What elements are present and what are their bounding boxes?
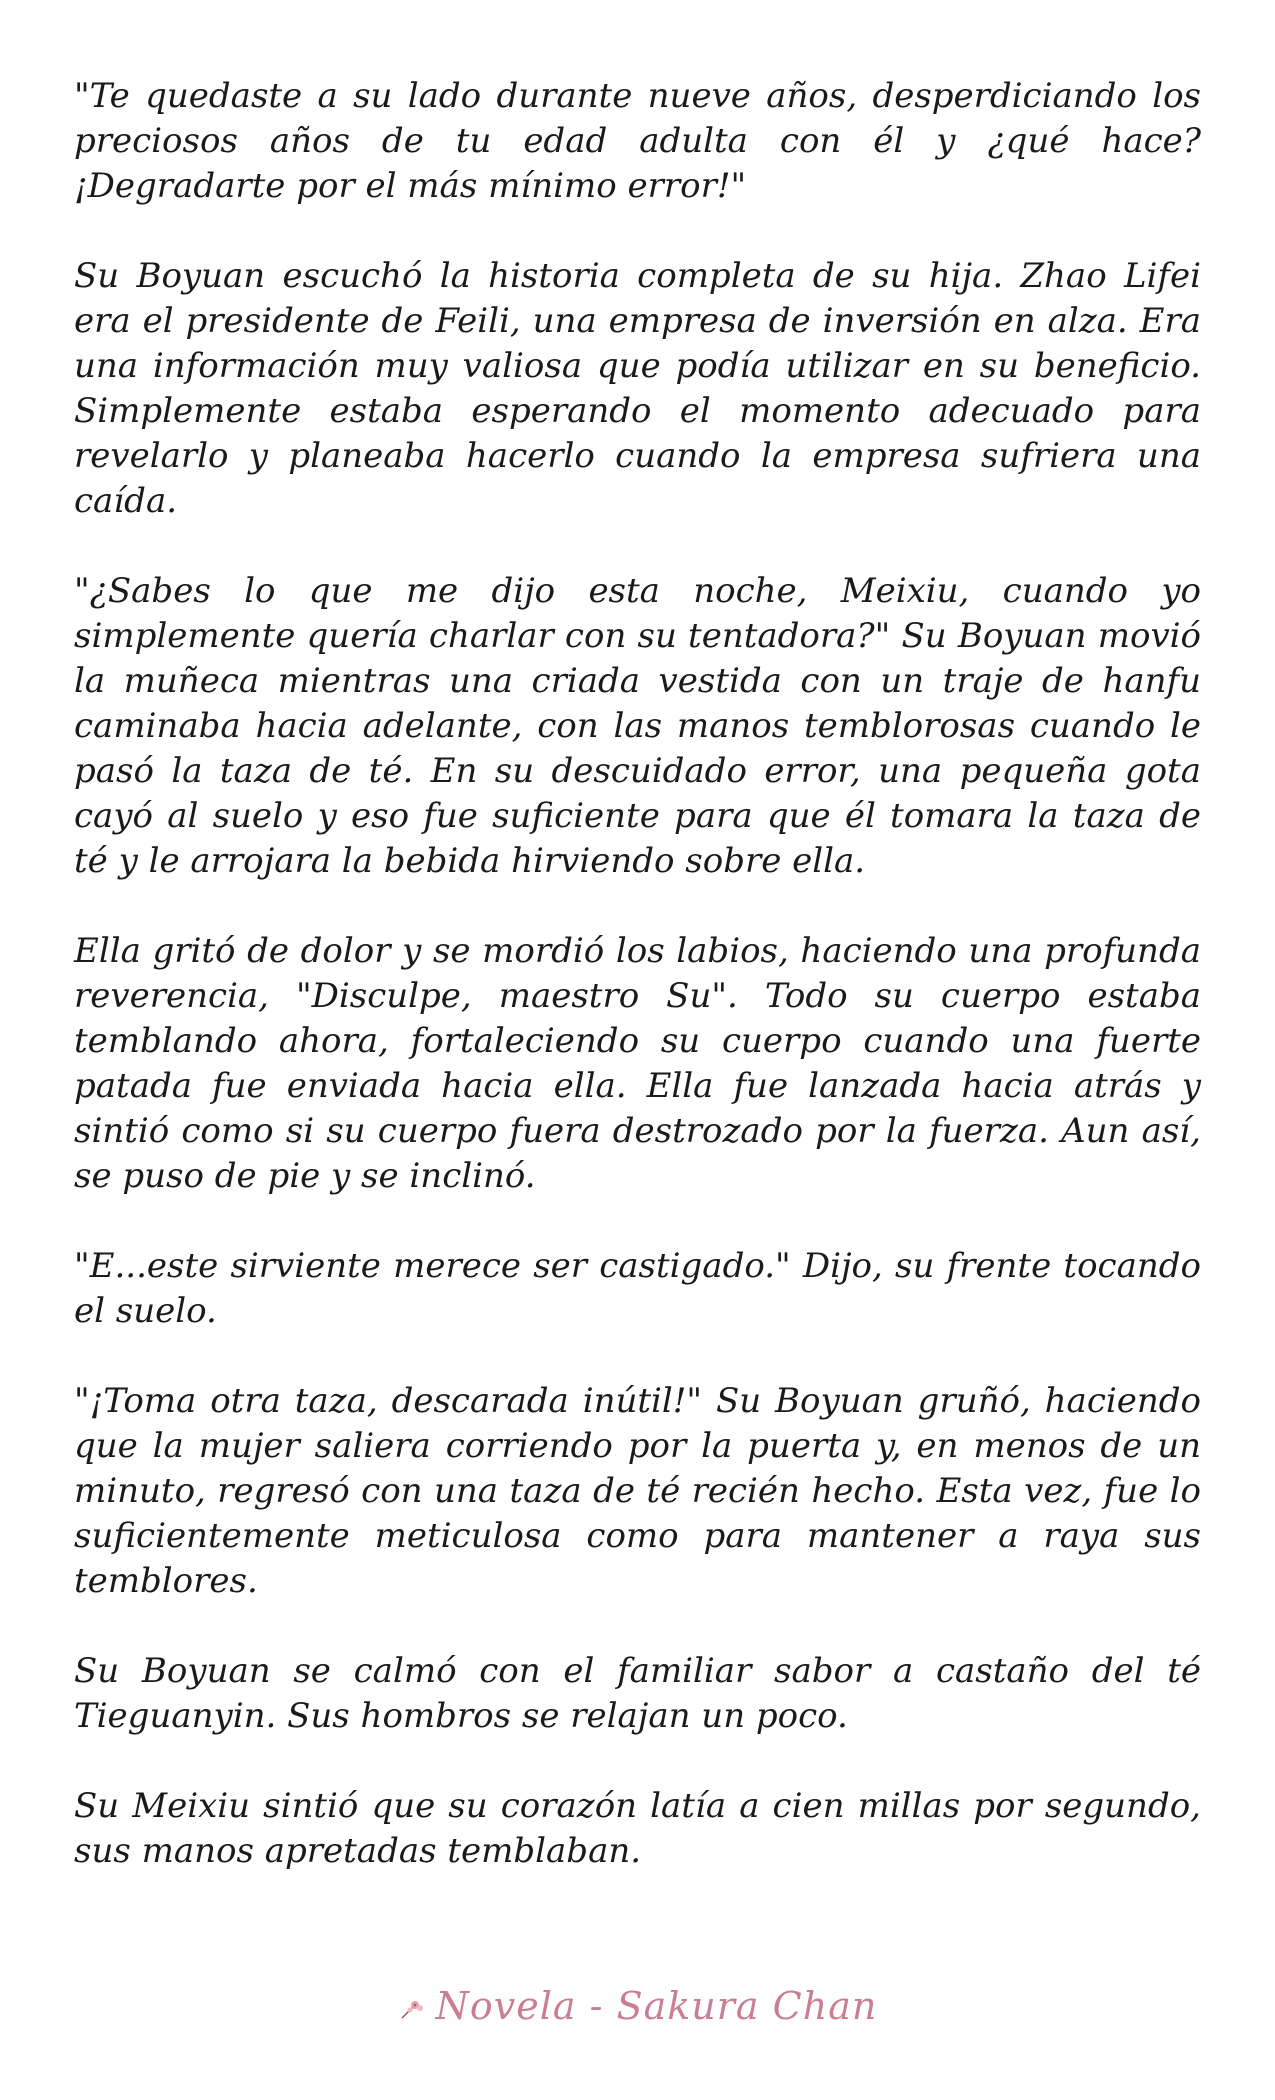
paragraph-2: Su Boyuan escuchó la historia completa de su hija. Zhao Lifei era el presidente de Feili, una empresa de inversión en alza. Era una información muy valiosa que podía utilizar en su beneficio. Simplemente estaba esperando el momento adecuado para revelarlo y planeaba hacerlo cuando la empresa sufriera una caída. [74,256,1201,521]
paragraph-6: "¡Toma otra taza, descarada inútil!" Su Boyuan gruñó, haciendo que la mujer saliera corriendo por la puerta y, en menos de un minuto, regresó con una taza de té recién hecho. Esta vez, fue lo suficientemente meticulosa como para mantener a raya sus temblores. [74,1381,1201,1601]
watermark-text: Novela - Sakura Chan [435,1984,878,2028]
sakura-flower-icon [398,1998,426,2022]
paragraph-5: "E...este sirviente merece ser castigado." Dijo, su frente tocando el suelo. [74,1246,1201,1331]
paragraph-3: "¿Sabes lo que me dijo esta noche, Meixiu, cuando yo simplemente quería charlar con su tentadora?" Su Boyuan movió la muñeca mientras una criada vestida con un traje de hanfu caminaba hacia adelante, con las manos temblorosas cuando le pasó la taza de té. En su descuidado error, una pequeña gota cayó al suelo y eso fue suficiente para que él tomara la taza de té y le arrojara la bebida hirviendo sobre ella. [74,571,1201,881]
paragraph-1: "Te quedaste a su lado durante nueve años, desperdiciando los preciosos años de tu edad adulta con él y ¿qué hace? ¡Degradarte por el más mínimo error!" [74,76,1201,206]
story-text [74,74,1201,1874]
paragraph-4: Ella gritó de dolor y se mordió los labios, haciendo una profunda reverencia, "Disculpe, maestro Su". Todo su cuerpo estaba temblando ahora, fortaleciendo su cuerpo cuando una fuerte patada fue enviada hacia ella. Ella fue lanzada hacia atrás y sintió como si su cuerpo fuera destrozado por la fuerza. Aun así, se puso de pie y se inclinó. [74,931,1201,1196]
paragraph-7: Su Boyuan se calmó con el familiar sabor a castaño del té Tieguanyin. Sus hombros se relajan un poco. [74,1651,1201,1736]
paragraph-8: Su Meixiu sintió que su corazón latía a cien millas por segundo, sus manos apretadas temblaban. [74,1786,1201,1871]
watermark [0,1984,1275,2028]
